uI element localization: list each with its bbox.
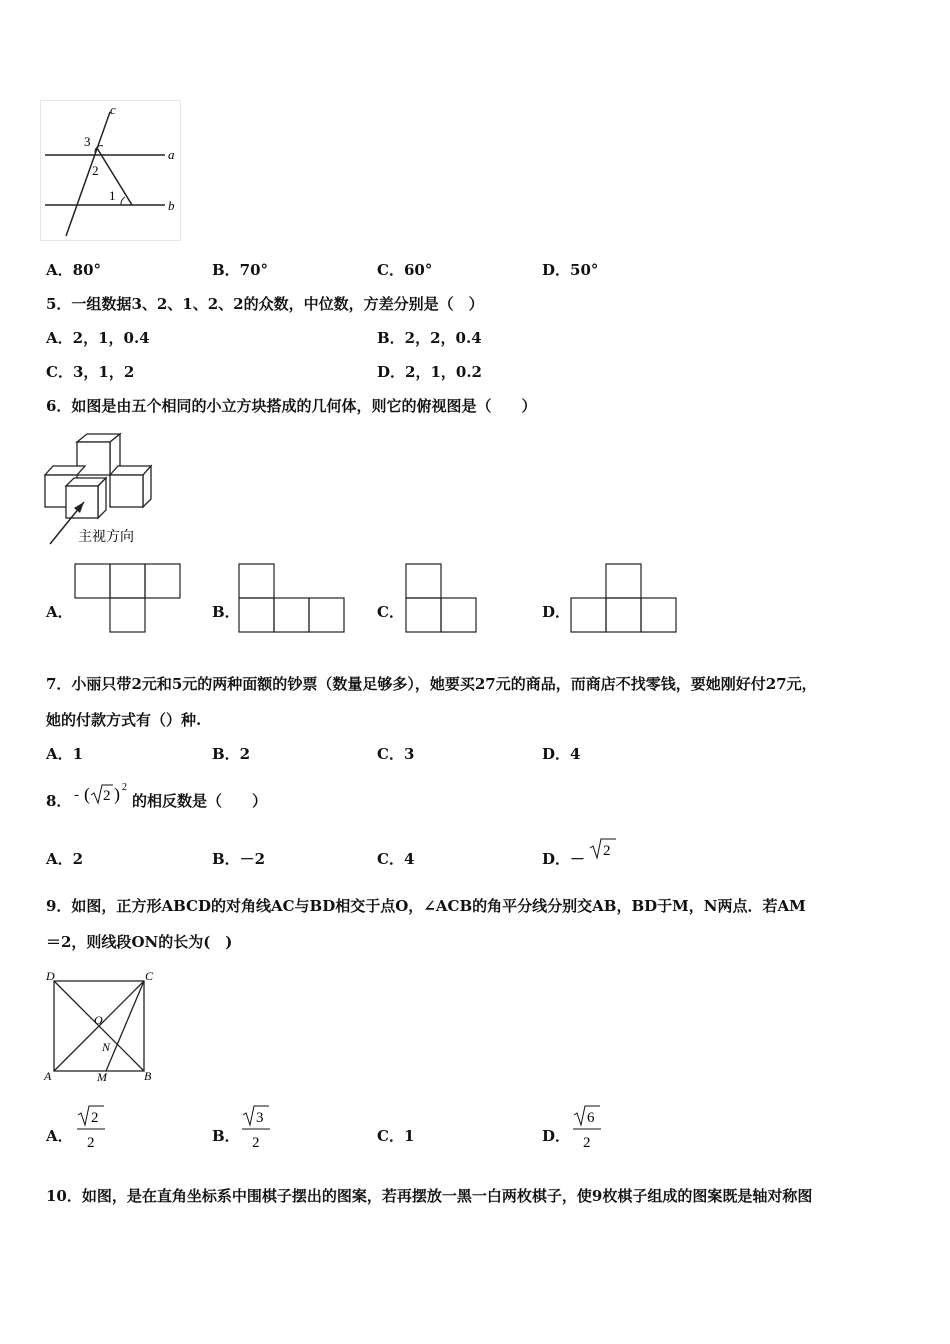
label-c: c	[110, 102, 116, 117]
q8-minus: -	[74, 787, 79, 803]
q6-option-d-figure[interactable]	[570, 563, 680, 635]
q9-option-a-den: 2	[87, 1135, 95, 1151]
q4-option-b[interactable]: B．70°	[212, 261, 269, 279]
svg-text:(: (	[84, 784, 90, 804]
q9-question-line2: ＝2，则线段ON的长为( )	[46, 933, 233, 951]
q9-option-b-fraction[interactable]	[239, 1102, 273, 1154]
q9-question-line1: 9．如图，正方形ABCD的对角线AC与BD相交于点O，∠ACB的角平分线分别交AB，BD于M，N两点．若AM	[46, 897, 806, 915]
q10-question-line1: 10．如图，是在直角坐标系中围棋子摆出的图案，若再摆放一黑一白两枚棋子，使9枚棋子组成的图案既是轴对称图	[46, 1187, 813, 1205]
q8-exponent: 2	[122, 782, 127, 793]
q6-cubes-figure	[40, 430, 160, 550]
label-D: D	[46, 969, 55, 983]
q8-expression	[72, 778, 134, 810]
q9-option-d-radicand: 6	[587, 1110, 595, 1126]
q5-question: 5．一组数据3、2、1、2、2的众数，中位数，方差分别是（ ）	[46, 295, 484, 313]
q4-option-d[interactable]: D．50°	[542, 261, 599, 279]
q6-option-b[interactable]: B．	[212, 603, 240, 621]
q9-option-b-den: 2	[252, 1135, 260, 1151]
q4-option-c[interactable]: C．60°	[377, 261, 433, 279]
q5-option-c[interactable]: C．3，1，2	[46, 363, 135, 381]
q8-radicand: 2	[103, 788, 111, 804]
q8-option-d-sqrt[interactable]	[588, 836, 620, 862]
q6-option-c-figure[interactable]	[405, 563, 481, 635]
label-A: A	[44, 1069, 52, 1083]
q9-option-d-den: 2	[583, 1135, 591, 1151]
q8-option-b[interactable]: B．－2	[212, 850, 266, 868]
label-1: 1	[109, 188, 116, 203]
label-O: O	[94, 1013, 103, 1027]
q8-number: 8．	[46, 792, 72, 810]
q9-option-d-fraction[interactable]	[570, 1102, 604, 1154]
label-M: M	[97, 1070, 107, 1084]
q9-square-figure	[42, 968, 162, 1086]
label-b: b	[168, 198, 175, 213]
q7-question-line1: 7．小丽只带2元和5元的两种面额的钞票（数量足够多），她要买27元的商品，而商店不找零钱，要她刚好付27元，	[46, 675, 817, 693]
q6-option-a[interactable]: A．	[46, 603, 73, 621]
q7-option-b[interactable]: B．2	[212, 745, 251, 763]
q9-option-c[interactable]: C．1	[377, 1127, 415, 1145]
q6-option-d[interactable]: D．	[542, 603, 571, 621]
q7-option-c[interactable]: C．3	[377, 745, 415, 763]
q9-option-b[interactable]: B．	[212, 1127, 240, 1145]
q9-option-b-radicand: 3	[256, 1110, 264, 1126]
svg-text:): )	[114, 784, 120, 804]
q5-option-d[interactable]: D．2，1，0.2	[377, 363, 482, 381]
q8-question-tail: 的相反数是（ ）	[132, 792, 268, 810]
q8-option-d-radicand: 2	[603, 843, 611, 859]
q8-option-c[interactable]: C．4	[377, 850, 415, 868]
q9-option-a-fraction[interactable]	[74, 1102, 108, 1154]
q9-option-d[interactable]: D．	[542, 1127, 571, 1145]
label-B: B	[144, 1069, 152, 1083]
q9-option-a[interactable]: A．	[46, 1127, 73, 1145]
label-3: 3	[84, 134, 91, 149]
q5-option-a[interactable]: A．2，1，0.4	[46, 329, 150, 347]
q5-option-b[interactable]: B．2，2，0.4	[377, 329, 482, 347]
q6-caption: 主视方向	[78, 530, 134, 545]
q6-option-c[interactable]: C．	[377, 603, 404, 621]
label-a: a	[168, 147, 175, 162]
q8-option-a[interactable]: A．2	[46, 850, 84, 868]
q9-option-a-radicand: 2	[91, 1110, 99, 1126]
label-N: N	[102, 1040, 111, 1054]
q6-option-a-figure[interactable]	[74, 563, 184, 635]
q7-question-line2: 她的付款方式有（）种.	[46, 711, 202, 729]
q6-question: 6．如图是由五个相同的小立方块搭成的几何体，则它的俯视图是（ ）	[46, 397, 537, 415]
label-C: C	[145, 969, 154, 983]
q4-parallel-lines-figure	[40, 100, 185, 245]
q6-option-b-figure[interactable]	[238, 563, 348, 635]
q7-option-d[interactable]: D．4	[542, 745, 581, 763]
q4-option-a[interactable]: A．80°	[46, 261, 102, 279]
q7-option-a[interactable]: A．1	[46, 745, 84, 763]
label-2: 2	[92, 163, 99, 178]
q8-option-d[interactable]: D．－	[542, 850, 586, 868]
